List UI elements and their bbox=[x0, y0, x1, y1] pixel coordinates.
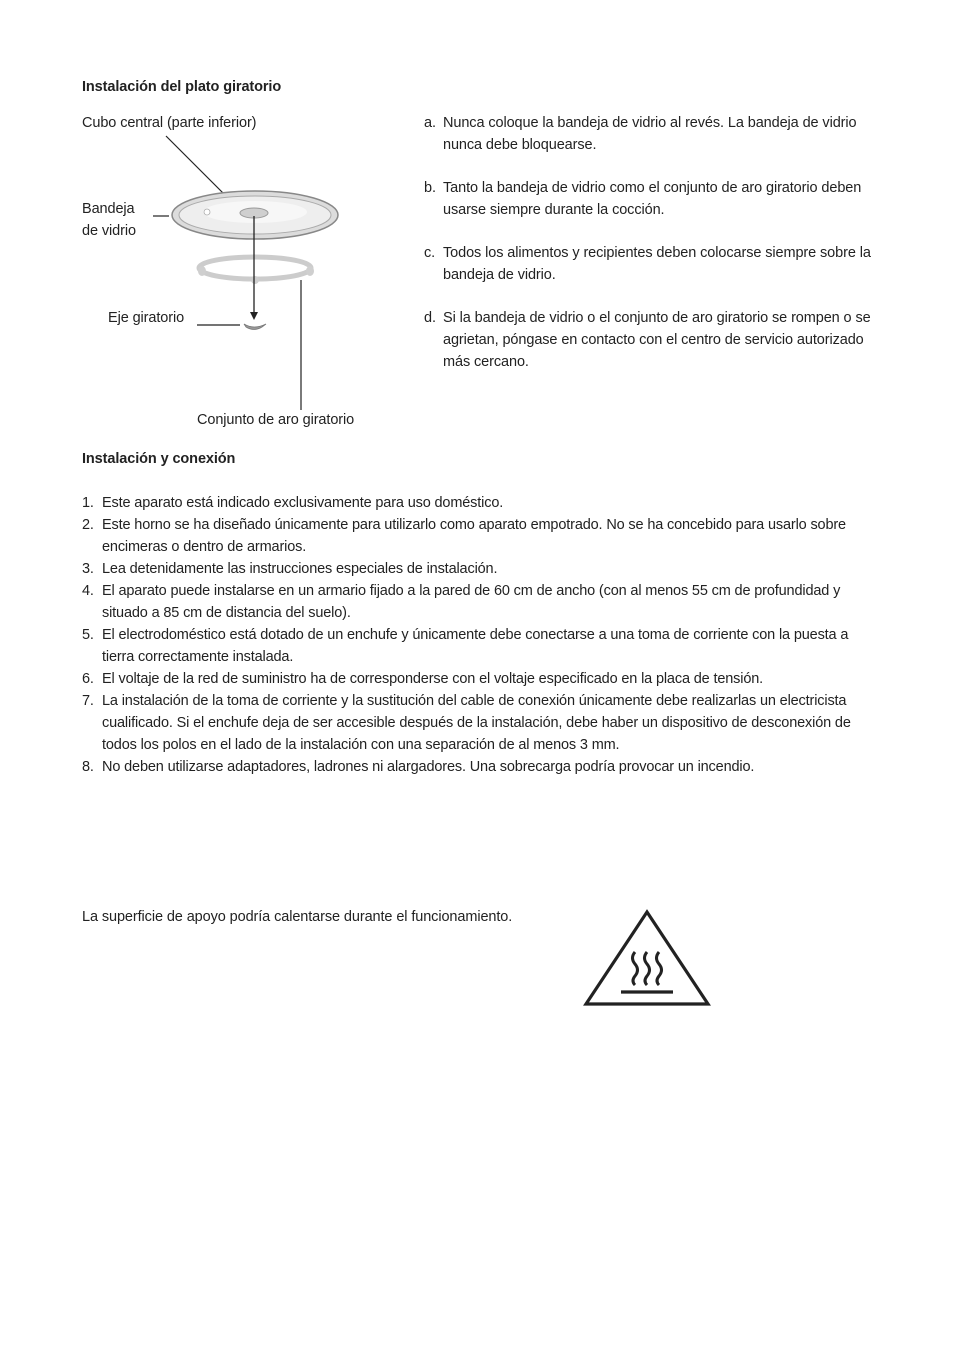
list-text: Lea detenidamente las instrucciones especiales de instalación. bbox=[102, 561, 498, 577]
list-text: El voltaje de la red de suministro ha de corresponderse con el voltaje especificado en la placa de tensión. bbox=[102, 671, 764, 687]
list-marker: 7. bbox=[82, 693, 94, 709]
list-item bbox=[82, 690, 872, 756]
note-item bbox=[424, 242, 884, 286]
note-text: Tanto la bandeja de vidrio como el conjunto de aro giratorio deben usarse siempre durante la cocción. bbox=[443, 180, 862, 218]
label-glass-tray-line1: Bandeja bbox=[82, 201, 135, 217]
list-marker: 1. bbox=[82, 495, 94, 511]
label-shaft: Eje giratorio bbox=[108, 310, 185, 326]
list-text: No deben utilizarse adaptadores, ladrones ni alargadores. Una sobrecarga podría provocar un incendio. bbox=[102, 759, 755, 775]
list-marker: 6. bbox=[82, 671, 94, 687]
turntable-diagram bbox=[140, 130, 380, 410]
list-marker: 3. bbox=[82, 561, 94, 577]
note-text: Si la bandeja de vidrio o el conjunto de aro giratorio se rompen o se agrietan, póngase en contacto con el centro de servicio autorizado más cercano. bbox=[443, 310, 871, 370]
note-text: Todos los alimentos y recipientes deben colocarse siempre sobre la bandeja de vidrio. bbox=[443, 245, 871, 283]
list-marker: 2. bbox=[82, 517, 94, 533]
note-item bbox=[424, 177, 884, 221]
label-central-hub: Cubo central (parte inferior) bbox=[82, 115, 257, 131]
list-item bbox=[82, 558, 872, 580]
note-marker: d. bbox=[424, 310, 436, 326]
list-text: El electrodoméstico está dotado de un enchufe y únicamente debe conectarse a una toma de corriente con la puesta a tierra correctamente instalada. bbox=[102, 627, 849, 665]
note-text: Nunca coloque la bandeja de vidrio al revés. La bandeja de vidrio nunca debe bloquearse. bbox=[443, 115, 857, 153]
note-marker: b. bbox=[424, 180, 436, 196]
warning-text: La superficie de apoyo podría calentarse durante el funcionamiento. bbox=[82, 909, 513, 925]
list-item bbox=[82, 580, 872, 624]
list-marker: 5. bbox=[82, 627, 94, 643]
installation-heading: Instalación y conexión bbox=[82, 451, 236, 467]
list-text: Este horno se ha diseñado únicamente para utilizarlo como aparato empotrado. No se ha concebido para usarlo sobre encimeras o dentro de armarios. bbox=[102, 517, 846, 555]
note-item bbox=[424, 307, 884, 373]
label-glass-tray-line2: de vidrio bbox=[82, 223, 136, 239]
list-text: El aparato puede instalarse en un armario fijado a la pared de 60 cm de ancho (con al menos 55 cm de profundidad y situado a 85 cm de distancia del suelo). bbox=[102, 583, 841, 621]
note-item bbox=[424, 112, 884, 156]
note-marker: a. bbox=[424, 115, 436, 131]
turntable-notes bbox=[424, 112, 884, 394]
installation-list bbox=[82, 492, 872, 778]
list-text: La instalación de la toma de corriente y la sustitución del cable de conexión únicamente debe realizarlas un electricista cualificado. Si el enchufe deja de ser accesible después de la instalación, debe haber un dispositivo de desconexión de todos los polos en el lado de la instalación con una separación de al menos 3 mm. bbox=[102, 693, 851, 753]
list-item bbox=[82, 514, 872, 558]
list-item bbox=[82, 668, 872, 690]
list-marker: 8. bbox=[82, 759, 94, 775]
list-marker: 4. bbox=[82, 583, 94, 599]
list-item bbox=[82, 492, 872, 514]
list-item bbox=[82, 756, 872, 778]
list-item bbox=[82, 624, 872, 668]
turntable-heading: Instalación del plato giratorio bbox=[82, 79, 282, 95]
note-marker: c. bbox=[424, 245, 436, 261]
list-text: Este aparato está indicado exclusivamente para uso doméstico. bbox=[102, 495, 504, 511]
label-roller-ring: Conjunto de aro giratorio bbox=[197, 412, 355, 428]
hot-surface-warning-icon bbox=[583, 908, 711, 1008]
